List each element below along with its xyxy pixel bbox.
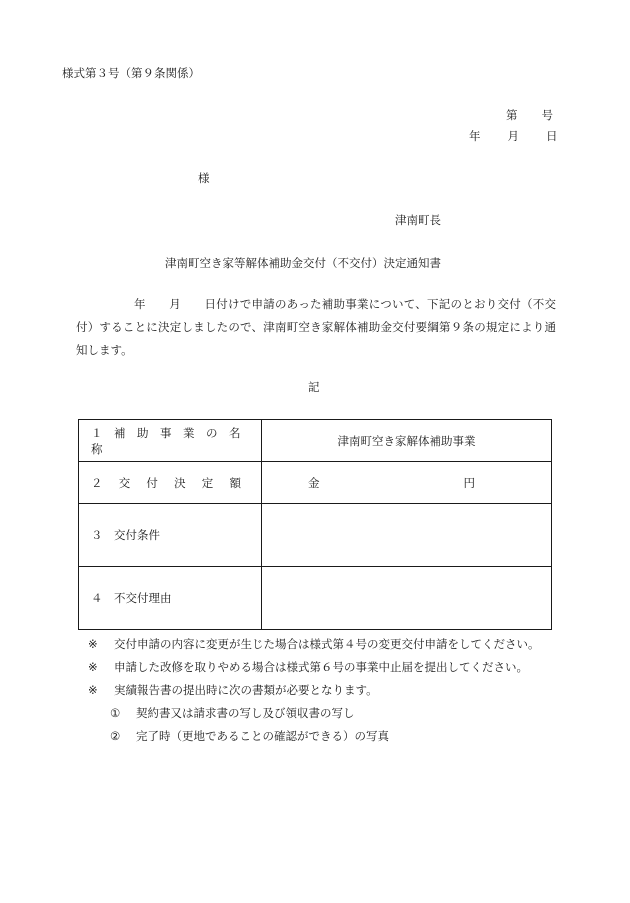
- note-item: ※ 交付申請の内容に変更が生じた場合は様式第４号の変更交付申請をしてください。: [88, 636, 540, 651]
- table-row: [79, 504, 552, 567]
- doc-number-suffix: 号: [541, 108, 553, 122]
- addressee: 様: [198, 171, 210, 185]
- note-item: ※ 実績報告書の提出時に次の書類が必要となります。: [88, 682, 378, 697]
- doc-number-prefix: 第: [506, 108, 518, 122]
- table-row: [79, 420, 552, 462]
- row-value-conditions: [262, 504, 552, 567]
- row-label-conditions: ３ 交付条件: [79, 504, 262, 567]
- date-year: 年: [469, 129, 481, 143]
- body-text: 年 月 日付けで申請のあった補助事業について、下記のとおり交付（不交付）することに決定しましたので、津南町空き家解体補助金交付要綱第９条の規定により通知します。: [76, 297, 556, 357]
- document-date: [469, 131, 558, 143]
- sub-note-item: ② 完了時（更地であることの確認ができる）の写真: [110, 728, 389, 743]
- issuer: 津南町長: [395, 213, 441, 227]
- notes: [88, 632, 540, 747]
- form-number: 様式第３号（第９条関係）: [62, 66, 200, 80]
- details-table: [78, 419, 552, 630]
- note-item: ※ 申請した改修を取りやめる場合は様式第６号の事業中止届を提出してください。: [88, 659, 528, 674]
- document-number: [506, 110, 553, 122]
- date-day: 日: [546, 129, 558, 143]
- amount-prefix: 金: [308, 475, 320, 490]
- row-value-refusal-reason: [262, 567, 552, 630]
- row-label-refusal-reason: ４ 不交付理由: [79, 567, 262, 630]
- sub-note-item: ① 契約書又は請求書の写し及び領収書の写し: [110, 705, 355, 720]
- date-month: 月: [507, 129, 519, 143]
- row-label-project-name: １ 補 助 事 業 の 名 称: [79, 420, 262, 462]
- amount-suffix: 円: [463, 475, 475, 490]
- row-value-amount: [262, 462, 552, 504]
- ki-label: 記: [308, 380, 320, 394]
- table-row: [79, 567, 552, 630]
- table-row: [79, 462, 552, 504]
- row-label-amount: ２ 交 付 決 定 額: [79, 462, 262, 504]
- row-value-project-name: 津南町空き家解体補助事業: [262, 420, 552, 462]
- document-title: 津南町空き家等解体補助金交付（不交付）決定通知書: [165, 256, 441, 270]
